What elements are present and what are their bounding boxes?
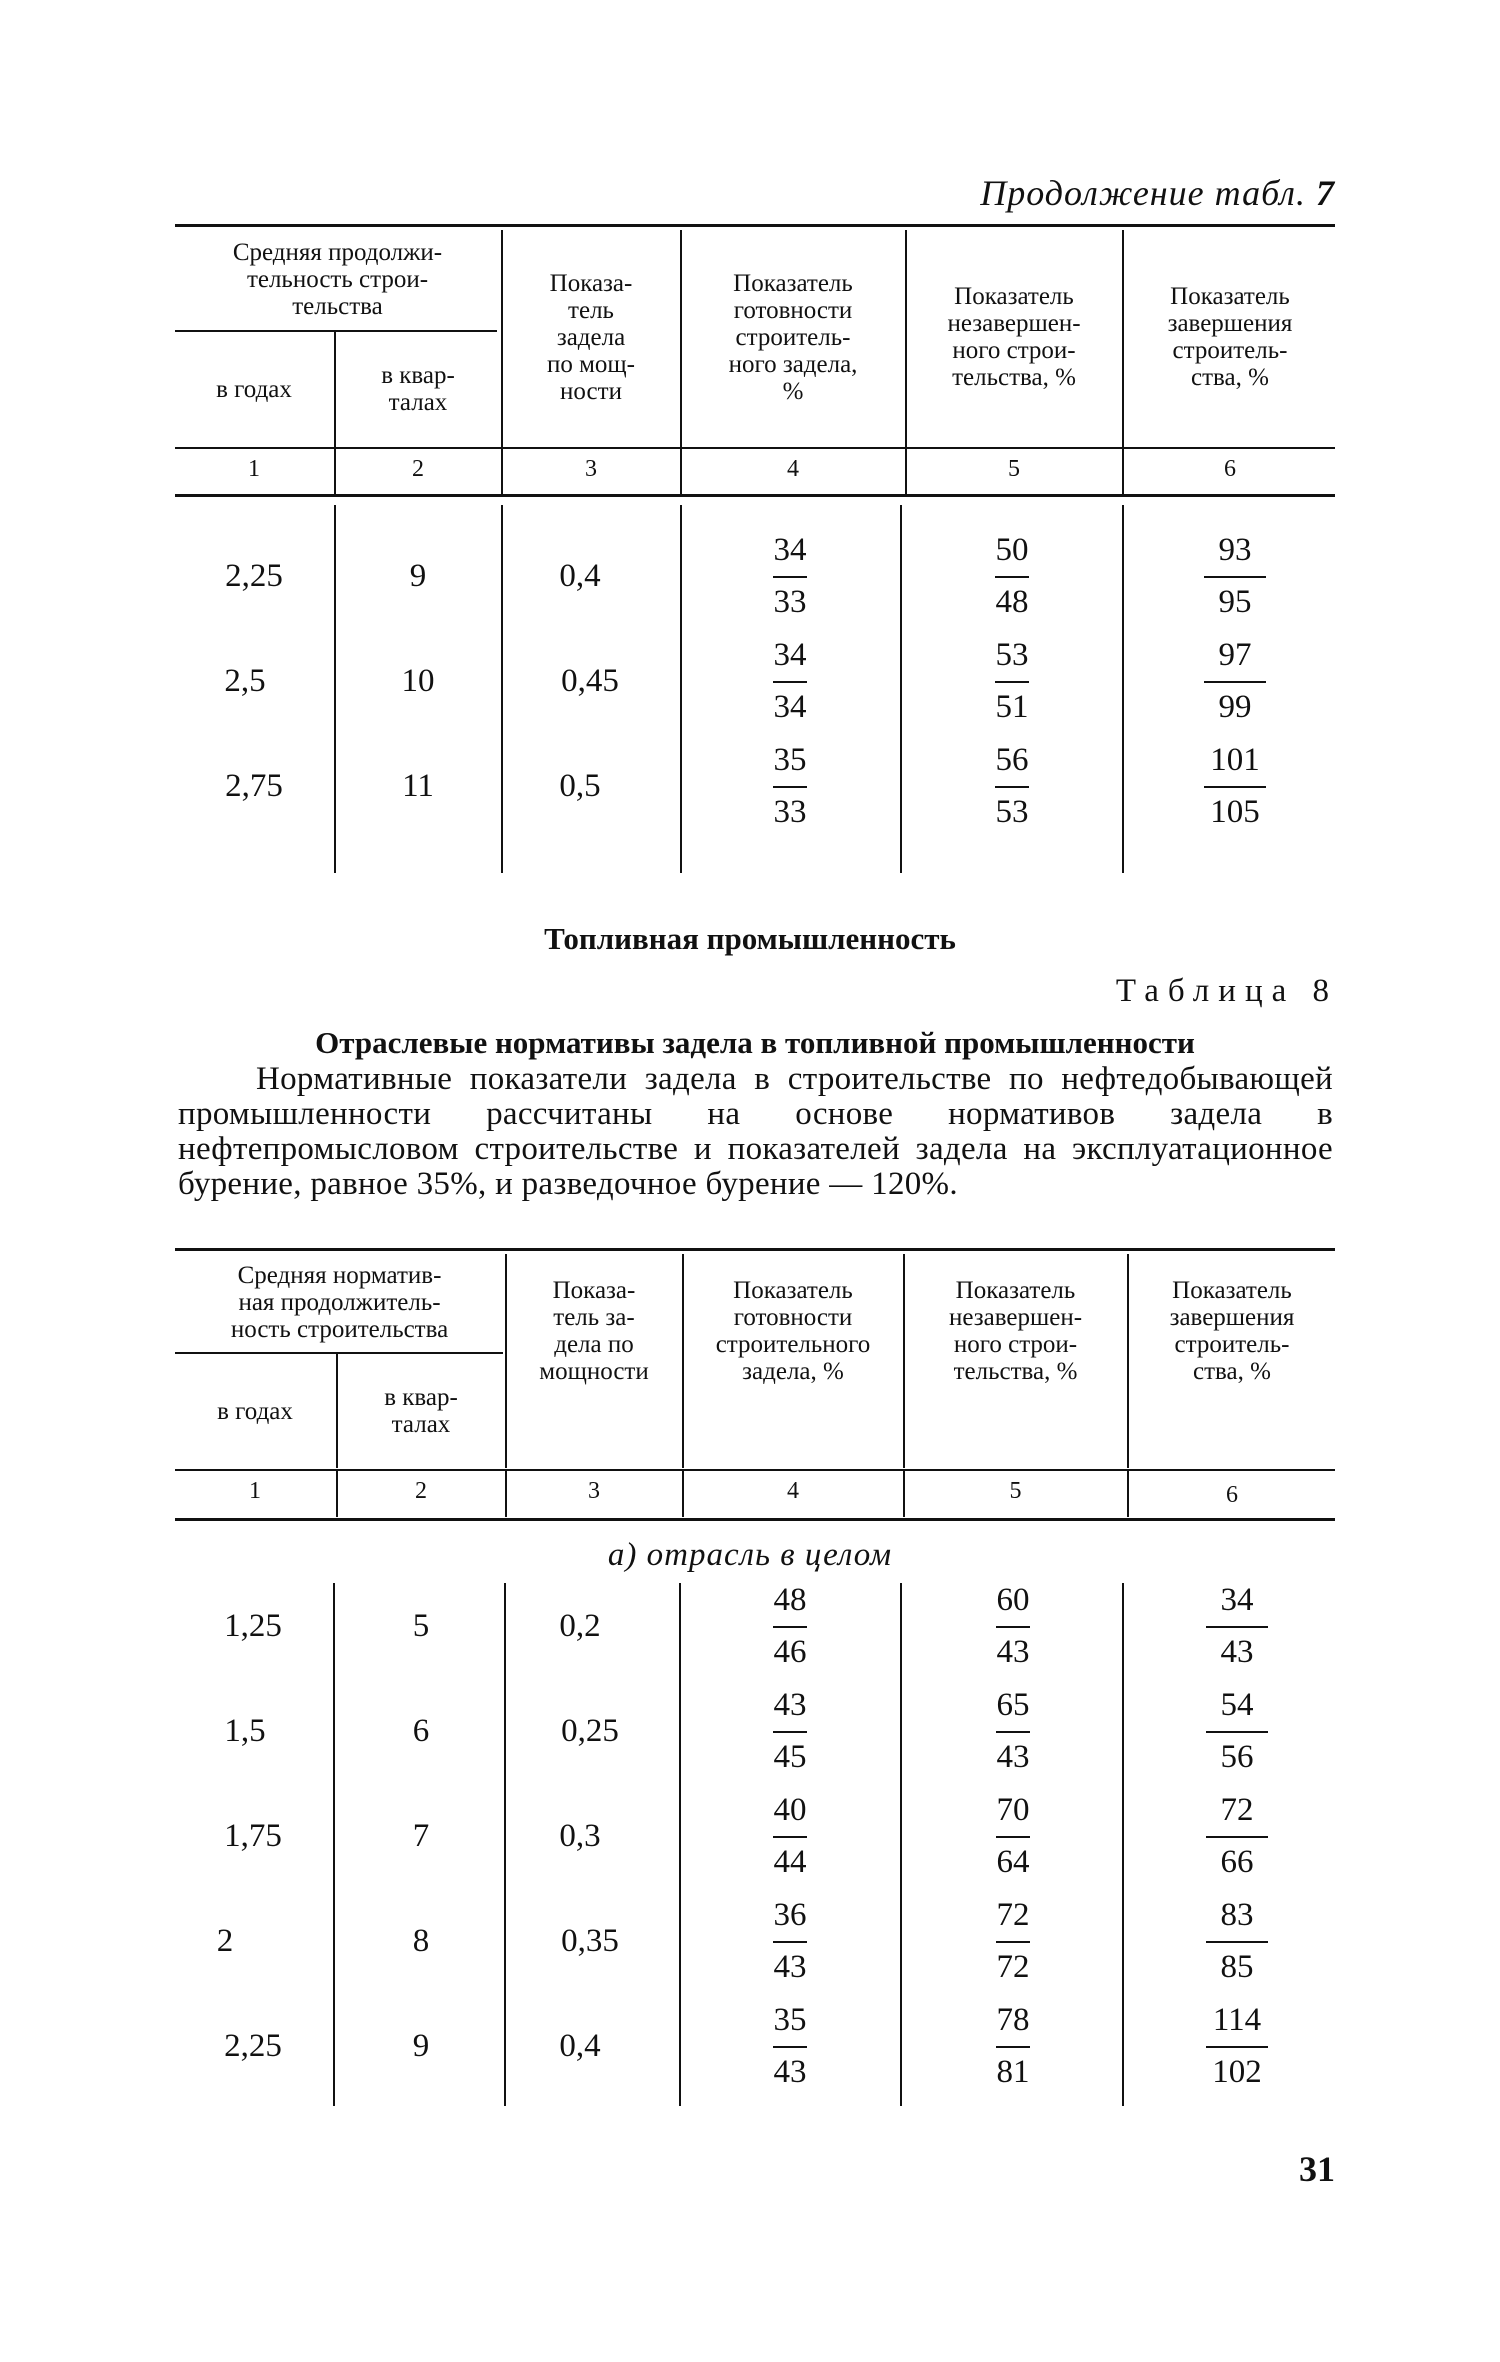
cell-readiness-fraction: 35 43 (773, 2002, 807, 2090)
table7-divider (1122, 505, 1124, 873)
cell-quarters: 7 (412, 1818, 430, 1854)
cell-capacity: 0,2 (559, 1608, 601, 1644)
table8-colnum: 3 (588, 1478, 600, 1504)
cell-quarters: 9 (412, 2028, 430, 2064)
cell-quarters: 10 (401, 663, 435, 699)
cell-years: 2,5 (224, 663, 266, 699)
cell-readiness-fraction: 35 33 (773, 742, 807, 830)
table7-colnum: 3 (585, 456, 597, 482)
cell-completion-fraction: 34 43 (1192, 1582, 1282, 1670)
table8-colnum: 4 (787, 1478, 799, 1504)
intro-paragraph: Нормативные показатели задела в строительстве по нефтедобывающей промышленности рассчитаны на основе нормативов задела в нефтепромысловом строительстве и показателей задела на эксплуатационное бурение, равное 35%, и разведочное бурение — 120%. (178, 1061, 1333, 1202)
table8-header-completion: Показатель завершения строитель- ства, % (1169, 1277, 1295, 1385)
cell-quarters: 6 (412, 1713, 430, 1749)
table7-divider (501, 505, 503, 873)
table8-header-rule (175, 1469, 1335, 1471)
cell-completion-fraction: 101 105 (1190, 742, 1280, 830)
cell-capacity: 0,25 (561, 1713, 619, 1749)
table8-colnum: 2 (415, 1478, 427, 1504)
cell-completion-fraction: 97 99 (1190, 637, 1280, 725)
table7-header-quarters: в квар- талах (381, 362, 455, 416)
cell-quarters: 8 (412, 1923, 430, 1959)
section-title: Топливная промышленность (544, 921, 956, 956)
cell-unfinished-fraction: 56 53 (995, 742, 1029, 830)
table8-header-unfinished: Показатель незавершен- ного строи- тельства, % (948, 1277, 1083, 1385)
table7-top-rule (175, 224, 1335, 227)
cell-quarters: 11 (402, 768, 434, 804)
table7-colnum: 4 (787, 456, 799, 482)
table7-header-rule (175, 447, 1335, 449)
cell-readiness-fraction: 40 44 (773, 1792, 807, 1880)
table7-divider (680, 505, 682, 873)
cell-unfinished-fraction: 53 51 (995, 637, 1029, 725)
table8-label: Таблица 8 (1115, 973, 1338, 1009)
cell-readiness-fraction: 36 43 (773, 1897, 807, 1985)
cell-unfinished-fraction: 65 43 (996, 1687, 1030, 1775)
cell-completion-fraction: 93 95 (1190, 532, 1280, 620)
table8-group-rule (175, 1352, 503, 1354)
table7-colnum: 1 (248, 456, 260, 482)
cell-unfinished-fraction: 50 48 (995, 532, 1029, 620)
cell-unfinished-fraction: 72 72 (996, 1897, 1030, 1985)
table8-divider (333, 1583, 335, 2106)
cell-completion-fraction: 72 66 (1192, 1792, 1282, 1880)
cell-quarters: 9 (409, 558, 427, 594)
table7-header-unfinished: Показатель незавершен- ного строи- тельства, % (947, 283, 1081, 391)
table7-header-readiness: Показатель готовности строитель- ного задела, % (728, 269, 858, 405)
table8-numbers-rule (175, 1518, 1335, 1521)
table8-header-quarters: в квар- талах (384, 1384, 458, 1438)
table7-group-rule (175, 330, 497, 332)
table7-colnum: 6 (1224, 456, 1236, 482)
cell-years: 1,5 (224, 1713, 266, 1749)
cell-years: 2,75 (225, 768, 283, 804)
cell-quarters: 5 (412, 1608, 430, 1644)
page-number: 31 (1299, 2149, 1335, 2189)
cell-readiness-fraction: 34 33 (773, 532, 807, 620)
cell-capacity: 0,35 (561, 1923, 619, 1959)
table8-header-years: в годах (217, 1397, 293, 1425)
table8-colnum: 1 (249, 1478, 261, 1504)
table7-divider (900, 505, 902, 873)
table7-group-header: Средняя продолжи- тельность строи- тельства (232, 238, 443, 320)
table7-header-completion: Показатель завершения строитель- ства, % (1167, 283, 1293, 391)
cell-readiness-fraction: 34 34 (773, 637, 807, 725)
cell-readiness-fraction: 48 46 (773, 1582, 807, 1670)
table7-colnum: 5 (1008, 456, 1020, 482)
table7-numbers-rule (175, 494, 1335, 497)
table8-title: Отраслевые нормативы задела в топливной промышленности (315, 1025, 1195, 1060)
cell-years: 2,25 (224, 2028, 282, 2064)
cell-years: 1,25 (224, 1608, 282, 1644)
cell-unfinished-fraction: 60 43 (996, 1582, 1030, 1670)
table8-header-capacity: Показа- тель за- дела по мощности (539, 1277, 649, 1385)
table8-divider (900, 1583, 902, 2106)
table8-header-readiness: Показатель готовности строительного задела, % (715, 1277, 871, 1385)
cell-capacity: 0,4 (559, 2028, 601, 2064)
continuation-number: 7 (1316, 173, 1335, 213)
cell-years: 2,25 (225, 558, 283, 594)
continuation-header (980, 172, 1335, 214)
cell-completion-fraction: 54 56 (1192, 1687, 1282, 1775)
table8-divider (679, 1583, 681, 2106)
cell-readiness-fraction: 43 45 (773, 1687, 807, 1775)
table8-colnum: 5 (1009, 1478, 1022, 1504)
table8-subsection: а) отрасль в целом (607, 1537, 893, 1573)
cell-capacity: 0,45 (561, 663, 619, 699)
cell-capacity: 0,4 (559, 558, 601, 594)
table7-header-capacity: Показа- тель задела по мощ- ности (546, 269, 636, 405)
cell-capacity: 0,3 (559, 1818, 601, 1854)
cell-years: 2 (216, 1923, 234, 1959)
table8-group-header: Средняя норматив- ная продолжитель- ность строительства (230, 1261, 449, 1343)
cell-completion-fraction: 83 85 (1192, 1897, 1282, 1985)
table8-colnum: 6 (1226, 1482, 1238, 1508)
table7-colnum: 2 (412, 456, 424, 482)
table8-divider (504, 1583, 506, 2106)
cell-capacity: 0,5 (559, 768, 601, 804)
cell-unfinished-fraction: 70 64 (996, 1792, 1030, 1880)
table8-divider (1122, 1583, 1124, 2106)
table8-top-rule (175, 1248, 1335, 1251)
continuation-label: Продолжение табл. (980, 173, 1306, 213)
cell-years: 1,75 (224, 1818, 282, 1854)
table7-header-years: в годах (216, 375, 292, 403)
cell-unfinished-fraction: 78 81 (996, 2002, 1030, 2090)
cell-completion-fraction: 114 102 (1192, 2002, 1282, 2090)
